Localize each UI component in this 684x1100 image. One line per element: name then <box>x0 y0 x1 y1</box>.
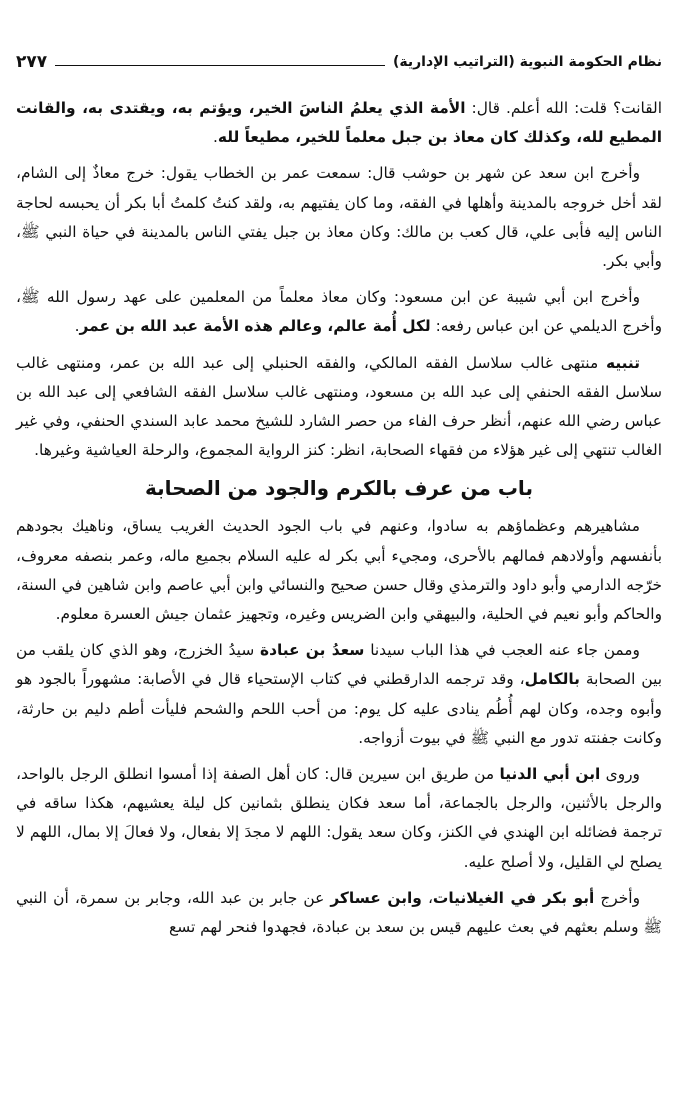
paragraph <box>16 636 662 753</box>
bold-quote: لكل أُمة عالم، وعالم هذه الأمة عبد الله بن عمر <box>79 317 431 336</box>
bold-name: ابن أبي الدنيا <box>499 765 601 784</box>
paragraph <box>16 349 662 466</box>
text-segment: ، وقد ترجمه الدارقطني في كتاب الإستحياء قال في الأصابة: مشهوراً بالجود هو وأبوه وجده، وكان لهم أُطُم ينادى عليه كل يوم: من أحب اللحم والشحم فليأت أطم دليم بن حارثة، وكانت جفنته تدور مع النبي ﷺ في بيوت أزواجه. <box>16 670 662 747</box>
paragraph <box>16 283 662 341</box>
paragraph <box>16 760 662 877</box>
paragraph <box>16 884 662 942</box>
paragraph <box>16 94 662 152</box>
text-segment: وأخرج ابن سعد عن شهر بن حوشب قال: سمعت عمر بن الخطاب يقول: خرج معاذٌ إلى الشام، لقد أخل خروجه بالمدينة وأهلها في الفقه، وما كان يفتيهم به، ولقد كنتُ كلمتُ أبا بكر أن يحبسه لحاجة الناس إليه فأبى علي، قال كعب بن مالك: وكان معاذ بن جبل يفتي الناس بالمدينة في حياة النبي ﷺ، وأبي بكر. <box>16 164 662 271</box>
text-segment: وأخرج <box>594 888 641 907</box>
bold-quote: الأمة الذي يعلمُ الناسَ الخير، ويؤتم به، ويقتدى به، والقانت المطيع لله، وكذلك كان معاذ بن جبل معلماً للخير، مطيعاً لله <box>16 99 662 147</box>
note-label: تنبيه <box>606 353 640 372</box>
running-title: نظام الحكومة النبوية (التراتيب الإدارية) <box>392 54 662 70</box>
bold-name: سعدُ بن عبادة <box>260 641 365 660</box>
header-rule <box>55 65 385 66</box>
page-number: ٢٧٧ <box>16 52 48 72</box>
text-segment: . <box>74 317 80 336</box>
text-segment: منتهى غالب سلاسل الفقه المالكي، والفقه الحنبلي إلى عبد الله بن عمر، ومنتهى غالب سلاسل الفقه الحنفي إلى عبد الله بن مسعود، ومنتهى غالب سلاسل الفقه الشافعي إلى عبد الله بن عباس رضي الله عنهم، أنظر حرف الفاء من حصر الشارد للشيخ محمد عابد السندي الحنفي، وفي غير الغالب تنتهي إلى غير هؤلاء من فقهاء الصحابة، انظر: كنز الرواية المجموع، والرحلة العياشية وغيرها. <box>16 353 662 460</box>
page-body <box>16 94 662 942</box>
text-segment: مشاهيرهم وعظماؤهم به سادوا، وعنهم في باب الجود الحديث الغريب يساق، وناهيك بجودهم بأنفسهم وأولادهم فمالهم بالأحرى، ومجيء أبي بكر له عليه السلام بجميع ماله، وعمر بنصفه معروف، خرّجه الدارمي وأبو داود والترمذي وقال حسن صحيح والنسائي وابن أبي عاصم وابن شاهين في السنة، والحاكم وأبو نعيم في الحلية، والبيهقي وابن الضريس وغيره، وتجهيز عثمان جيش العسرة معلوم. <box>16 517 662 624</box>
running-header <box>16 40 662 84</box>
bold-name: أبو بكر في الغيلانيات <box>432 888 595 907</box>
text-segment: عن جابر بن عبد الله، وجابر بن سمرة، أن النبي ﷺ وسلم بعثهم في بعث عليهم قيس بن سعد بن عبادة، فجهدوا فنحر لهم تسع <box>16 888 662 937</box>
text-segment: من طريق ابن سيرين قال: كان أهل الصفة إذا أمسوا انطلق الرجل بالواحد، والرجل بالأثنين، والرجل بالجماعة، أما سعد فكان ينطلق بثمانين كل ليلة يعشيهم، هكذا ساقه في ترجمة فضائله ابن الهندي في الكنز، وكان سعد يقول: اللهم لا مجدَ إلا بفعال، ولا فعالَ إلا بمال، اللهم لا يصلح لي القليل، ولا أصلح عليه. <box>16 765 662 871</box>
section-heading: باب من عرف بالكرم والجود من الصحابة <box>145 476 533 501</box>
text-segment: وأخرج ابن أبي شيبة عن ابن مسعود: وكان معاذ معلماً من المعلمين على عهد رسول الله ﷺ، وأخرج الديلمي عن ابن عباس رفعه: <box>16 288 662 336</box>
bold-name: وابن عساكر <box>330 888 422 907</box>
text-segment: . <box>212 128 218 147</box>
text-segment: وروى <box>600 765 640 784</box>
text-segment: ، <box>421 888 433 907</box>
paragraph <box>16 512 662 629</box>
bold-name: بالكامل <box>524 670 580 689</box>
text-segment: وممن جاء عنه العجب في هذا الباب سيدنا <box>364 641 640 660</box>
text-segment: القانت؟ قلت: الله أعلم. قال: <box>465 99 662 117</box>
text-segment: سيدُ الخزرج، وهو الذي كان يلقب من بين الصحابة <box>16 641 662 689</box>
paragraph <box>16 159 662 276</box>
